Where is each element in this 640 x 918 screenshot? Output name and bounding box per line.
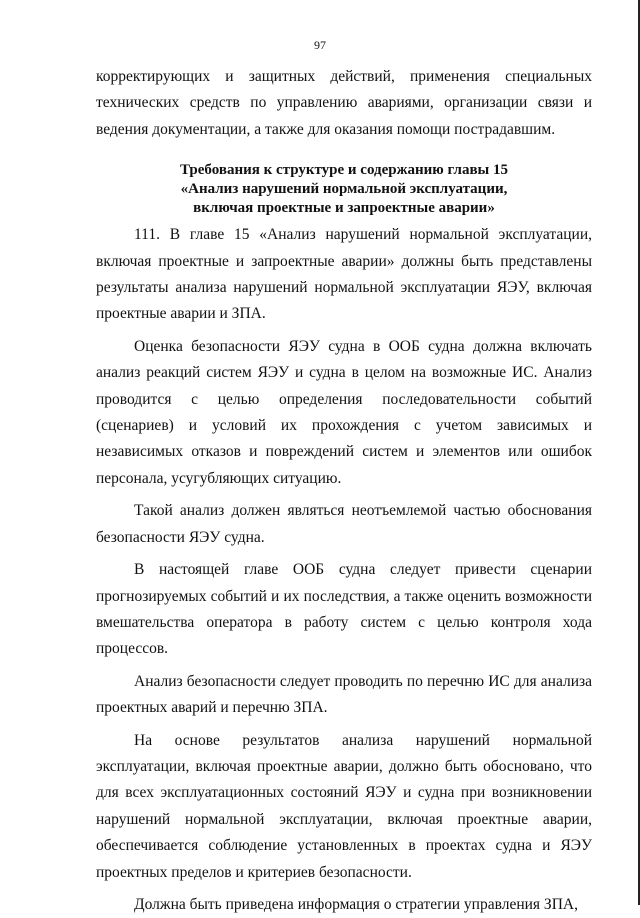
section-heading-line-2: «Анализ нарушений нормальной эксплуатации, bbox=[180, 181, 508, 198]
paragraph: В настоящей главе ООБ судна следует привести сценарии прогнозируемых событий и их последствия, а также оценить возможности вмешательства оператора в работу систем с целью контроля хода процессов. bbox=[96, 561, 592, 658]
paragraph-111: 111. В главе 15 «Анализ нарушений нормальной эксплуатации, включая проектные и запроектные аварии» должны быть представлены результаты анализа нарушений нормальной эксплуатации ЯЭУ, включая проектные аварии и ЗПА. bbox=[96, 226, 592, 323]
continued-paragraph: корректирующих и защитных действий, применения специальных технических средств по управлению авариями, организации связи и ведения документации, а также для оказания помощи пострадавшим. bbox=[96, 68, 592, 138]
page-number: 97 bbox=[314, 38, 326, 52]
paragraph: Должна быть приведена информация о стратегии управления ЗПА, bbox=[134, 895, 578, 913]
document-body bbox=[96, 64, 592, 918]
paragraph: Оценка безопасности ЯЭУ судна в ООБ судна должна включать анализ реакций систем ЯЭУ и судна в целом на возможные ИС. Анализ проводится с целью определения последовательности событий (сценариев) и условий их прохождения с учетом зависимых и независимых отказов и повреждений систем и элементов или ошибок персонала, усугубляющих ситуацию. bbox=[96, 337, 592, 487]
section-heading bbox=[96, 161, 592, 218]
section-heading-line-1: Требования к структуре и содержанию главы 15 bbox=[179, 162, 509, 179]
paragraph: Такой анализ должен являться неотъемлемой частью обоснования безопасности ЯЭУ судна. bbox=[96, 502, 592, 546]
paragraph: Анализ безопасности следует проводить по перечню ИС для анализа проектных аварий и перечню ЗПА. bbox=[96, 672, 592, 717]
section-heading-line-3: включая проектные и запроектные аварии» bbox=[193, 200, 495, 217]
paragraph: На основе результатов анализа нарушений нормальной эксплуатации, включая проектные аварии, должно быть обосновано, что для всех эксплуатационных состояний ЯЭУ и судна при возникновении нарушений нормальной эксплуатации, включая проектные аварии, обеспечивается соблюдение установленных в проектах судна и ЯЭУ проектных пределов и критериев безопасности. bbox=[96, 731, 592, 881]
